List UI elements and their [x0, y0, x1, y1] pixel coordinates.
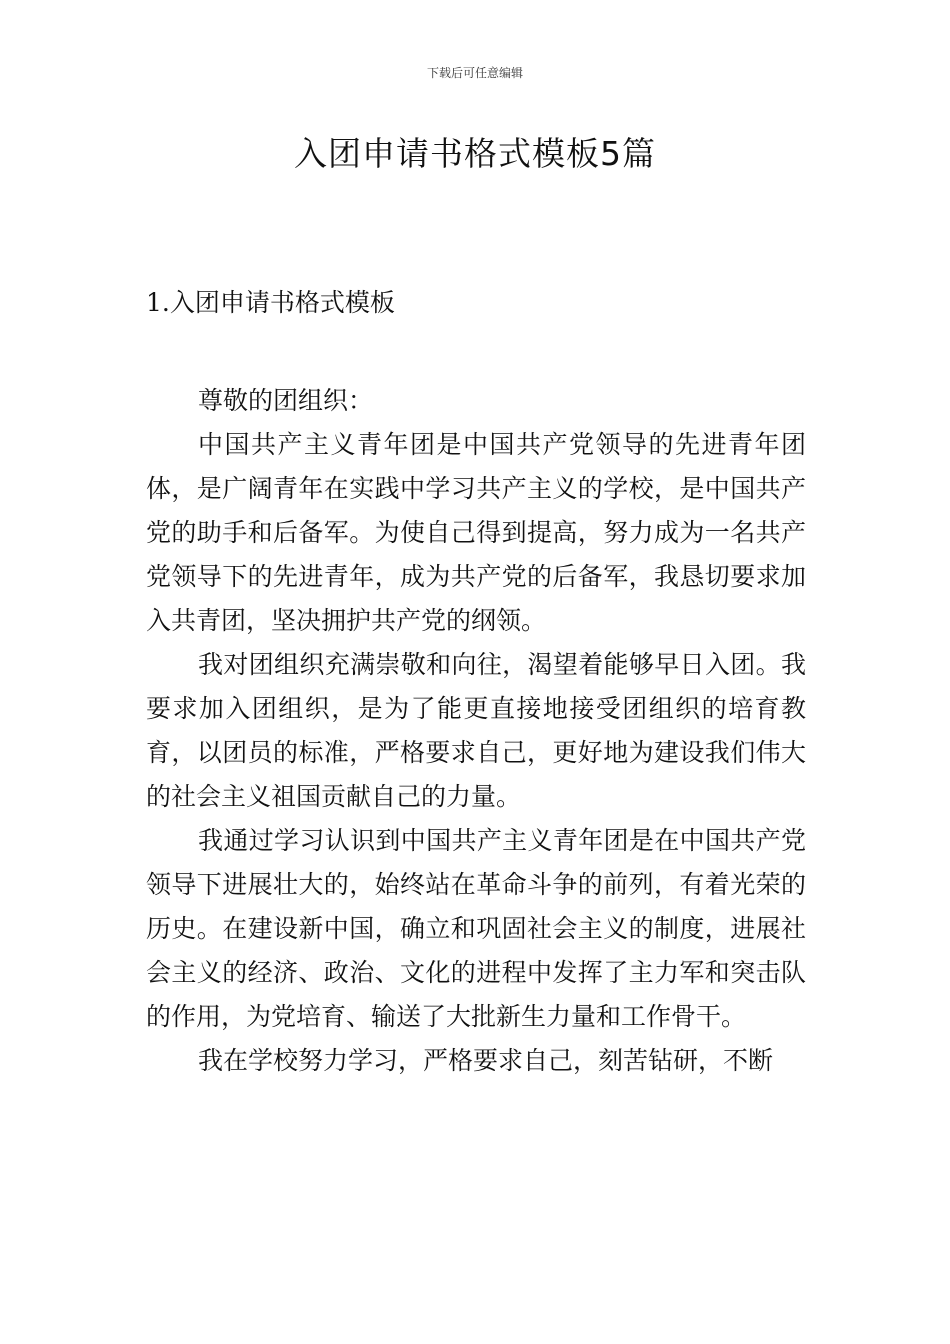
paragraph: 我在学校努力学习，严格要求自己，刻苦钻研，不断 — [198, 1046, 774, 1075]
body-text — [146, 423, 806, 1083]
paragraph: 我对团组织充满崇敬和向往，渴望着能够早日入团。我要求加入团组织，是为了能更直接地接受团组织的培育教育，以团员的标准，严格要求自己，更好地为建设我们伟大的社会主义祖国贡献自己的力量。 — [146, 650, 806, 811]
salutation: 尊敬的团组织： — [198, 386, 374, 415]
document-title: 入团申请书格式模板5篇 — [294, 134, 656, 173]
header-note: 下载后可任意编辑 — [426, 66, 523, 80]
section-heading: 1.入团申请书格式模板 — [146, 288, 395, 317]
paragraph: 中国共产主义青年团是中国共产党领导的先进青年团体，是广阔青年在实践中学习共产主义的学校，是中国共产党的助手和后备军。为使自己得到提高，努力成为一名共产党领导下的先进青年，成为共产党的后备军，我恳切要求加入共青团，坚决拥护共产党的纲领。 — [146, 430, 806, 635]
paragraph: 我通过学习认识到中国共产主义青年团是在中国共产党领导下进展壮大的，始终站在革命斗争的前列，有着光荣的历史。在建设新中国，确立和巩固社会主义的制度，进展社会主义的经济、政治、文化的进程中发挥了主力军和突击队的作用，为党培育、输送了大批新生力量和工作骨干。 — [146, 826, 806, 1031]
